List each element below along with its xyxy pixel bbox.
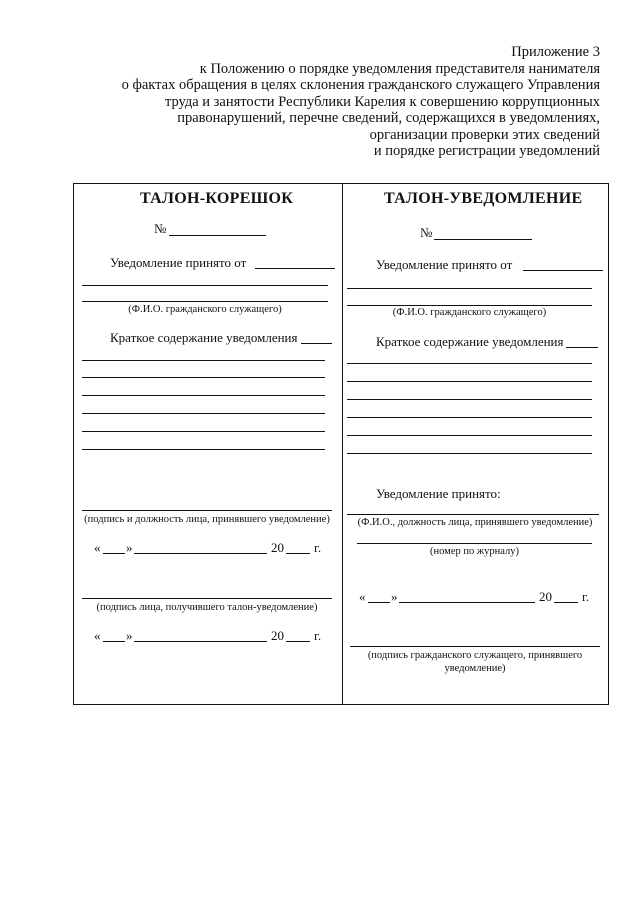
notice-summary-label: Краткое содержание уведомления bbox=[376, 334, 564, 349]
stub-summary-field[interactable] bbox=[301, 343, 332, 344]
notice-signature-line[interactable] bbox=[350, 646, 600, 647]
stub-year-prefix: 20 bbox=[271, 540, 284, 555]
stub-date2-close: » bbox=[126, 628, 133, 643]
notice-summary-field[interactable] bbox=[566, 347, 598, 348]
notice-month-field[interactable] bbox=[399, 602, 535, 603]
header-line: о фактах обращения в целях склонения гражданского служащего Управления bbox=[121, 77, 600, 93]
stub-signature-line[interactable] bbox=[82, 510, 332, 511]
notice-title: ТАЛОН-УВЕДОМЛЕНИЕ bbox=[384, 190, 583, 207]
notice-signature-caption-2: уведомление) bbox=[444, 663, 506, 674]
header-line: организации проверки этих сведений bbox=[369, 126, 600, 143]
notice-fio-position-line[interactable] bbox=[347, 514, 599, 515]
header-line: и порядке регистрации уведомлений bbox=[373, 143, 600, 159]
stub-title: ТАЛОН-КОРЕШОК bbox=[140, 190, 294, 207]
header-line: к Положению о порядке уведомления представителя нанимателя bbox=[199, 60, 600, 77]
stub-summary-line[interactable] bbox=[82, 413, 325, 414]
notice-summary-line[interactable] bbox=[347, 453, 592, 454]
stub-fio-line[interactable] bbox=[82, 285, 328, 286]
stub-year2-prefix: 20 bbox=[271, 628, 284, 643]
stub-month2-field[interactable] bbox=[134, 641, 267, 642]
column-divider bbox=[342, 184, 343, 704]
stub-date2-open: « bbox=[94, 628, 101, 643]
stub-summary-line[interactable] bbox=[82, 360, 325, 361]
stub-number-label: № bbox=[154, 221, 167, 236]
stub-date-close: » bbox=[126, 540, 133, 555]
notice-date-close: » bbox=[391, 589, 398, 604]
stub-signature-caption: (подпись и должность лица, принявшего уведомление) bbox=[84, 514, 330, 525]
notice-accepted-from-label: Уведомление принято от bbox=[376, 257, 513, 272]
stub-year-field[interactable] bbox=[286, 553, 310, 554]
notice-year-prefix: 20 bbox=[539, 589, 552, 604]
stub-receiver-line[interactable] bbox=[82, 598, 332, 599]
stub-date-open: « bbox=[94, 540, 101, 555]
notice-fio-line[interactable] bbox=[347, 305, 592, 306]
stub-summary-line[interactable] bbox=[82, 395, 325, 396]
notice-journal-caption: (номер по журналу) bbox=[430, 546, 519, 557]
stub-day-field[interactable] bbox=[103, 553, 125, 554]
stub-summary-line[interactable] bbox=[82, 431, 325, 432]
header-line: труда и занятости Республики Карелия к совершению коррупционных bbox=[164, 93, 600, 110]
notice-summary-line[interactable] bbox=[347, 417, 592, 418]
notice-accepted-label: Уведомление принято: bbox=[376, 486, 501, 501]
stub-month-field[interactable] bbox=[134, 553, 267, 554]
header-line: правонарушений, перечне сведений, содержащихся в уведомлениях, bbox=[177, 110, 600, 126]
stub-summary-line[interactable] bbox=[82, 377, 325, 378]
stub-receiver-caption: (подпись лица, получившего талон-уведомление) bbox=[96, 602, 318, 613]
notice-number-field[interactable] bbox=[434, 239, 532, 240]
stub-year2-field[interactable] bbox=[286, 641, 310, 642]
notice-fio-caption: (Ф.И.О. гражданского служащего) bbox=[392, 307, 547, 318]
stub-accepted-from-label: Уведомление принято от bbox=[110, 255, 247, 270]
notice-summary-line[interactable] bbox=[347, 363, 592, 364]
stub-number-field[interactable] bbox=[169, 235, 266, 236]
notice-date-open: « bbox=[359, 589, 366, 604]
stub-fio-caption: (Ф.И.О. гражданского служащего) bbox=[128, 304, 282, 315]
notice-summary-line[interactable] bbox=[347, 435, 592, 436]
document-header bbox=[40, 44, 600, 160]
notification-form bbox=[73, 183, 609, 705]
notice-year-field[interactable] bbox=[554, 602, 578, 603]
notice-year-suffix: г. bbox=[582, 589, 590, 604]
appendix-label: Приложение 3 bbox=[511, 44, 600, 60]
stub-summary-label: Краткое содержание уведомления bbox=[110, 330, 298, 345]
notice-fio-position-caption: (Ф.И.О., должность лица, принявшего уведомление) bbox=[357, 517, 593, 528]
notice-accepted-from-field[interactable] bbox=[523, 270, 603, 271]
stub-summary-line[interactable] bbox=[82, 449, 325, 450]
notice-day-field[interactable] bbox=[368, 602, 390, 603]
stub-day2-field[interactable] bbox=[103, 641, 125, 642]
notice-signature-caption-1: (подпись гражданского служащего, принявшего bbox=[367, 650, 583, 661]
notice-journal-line[interactable] bbox=[357, 543, 592, 544]
stub-accepted-from-field[interactable] bbox=[255, 268, 335, 269]
stub-year-suffix: г. bbox=[314, 540, 322, 555]
notice-number-label: № bbox=[420, 225, 433, 240]
stub-year2-suffix: г. bbox=[314, 628, 322, 643]
stub-fio-line[interactable] bbox=[82, 301, 328, 302]
notice-fio-line[interactable] bbox=[347, 288, 592, 289]
notice-summary-line[interactable] bbox=[347, 399, 592, 400]
notice-summary-line[interactable] bbox=[347, 381, 592, 382]
